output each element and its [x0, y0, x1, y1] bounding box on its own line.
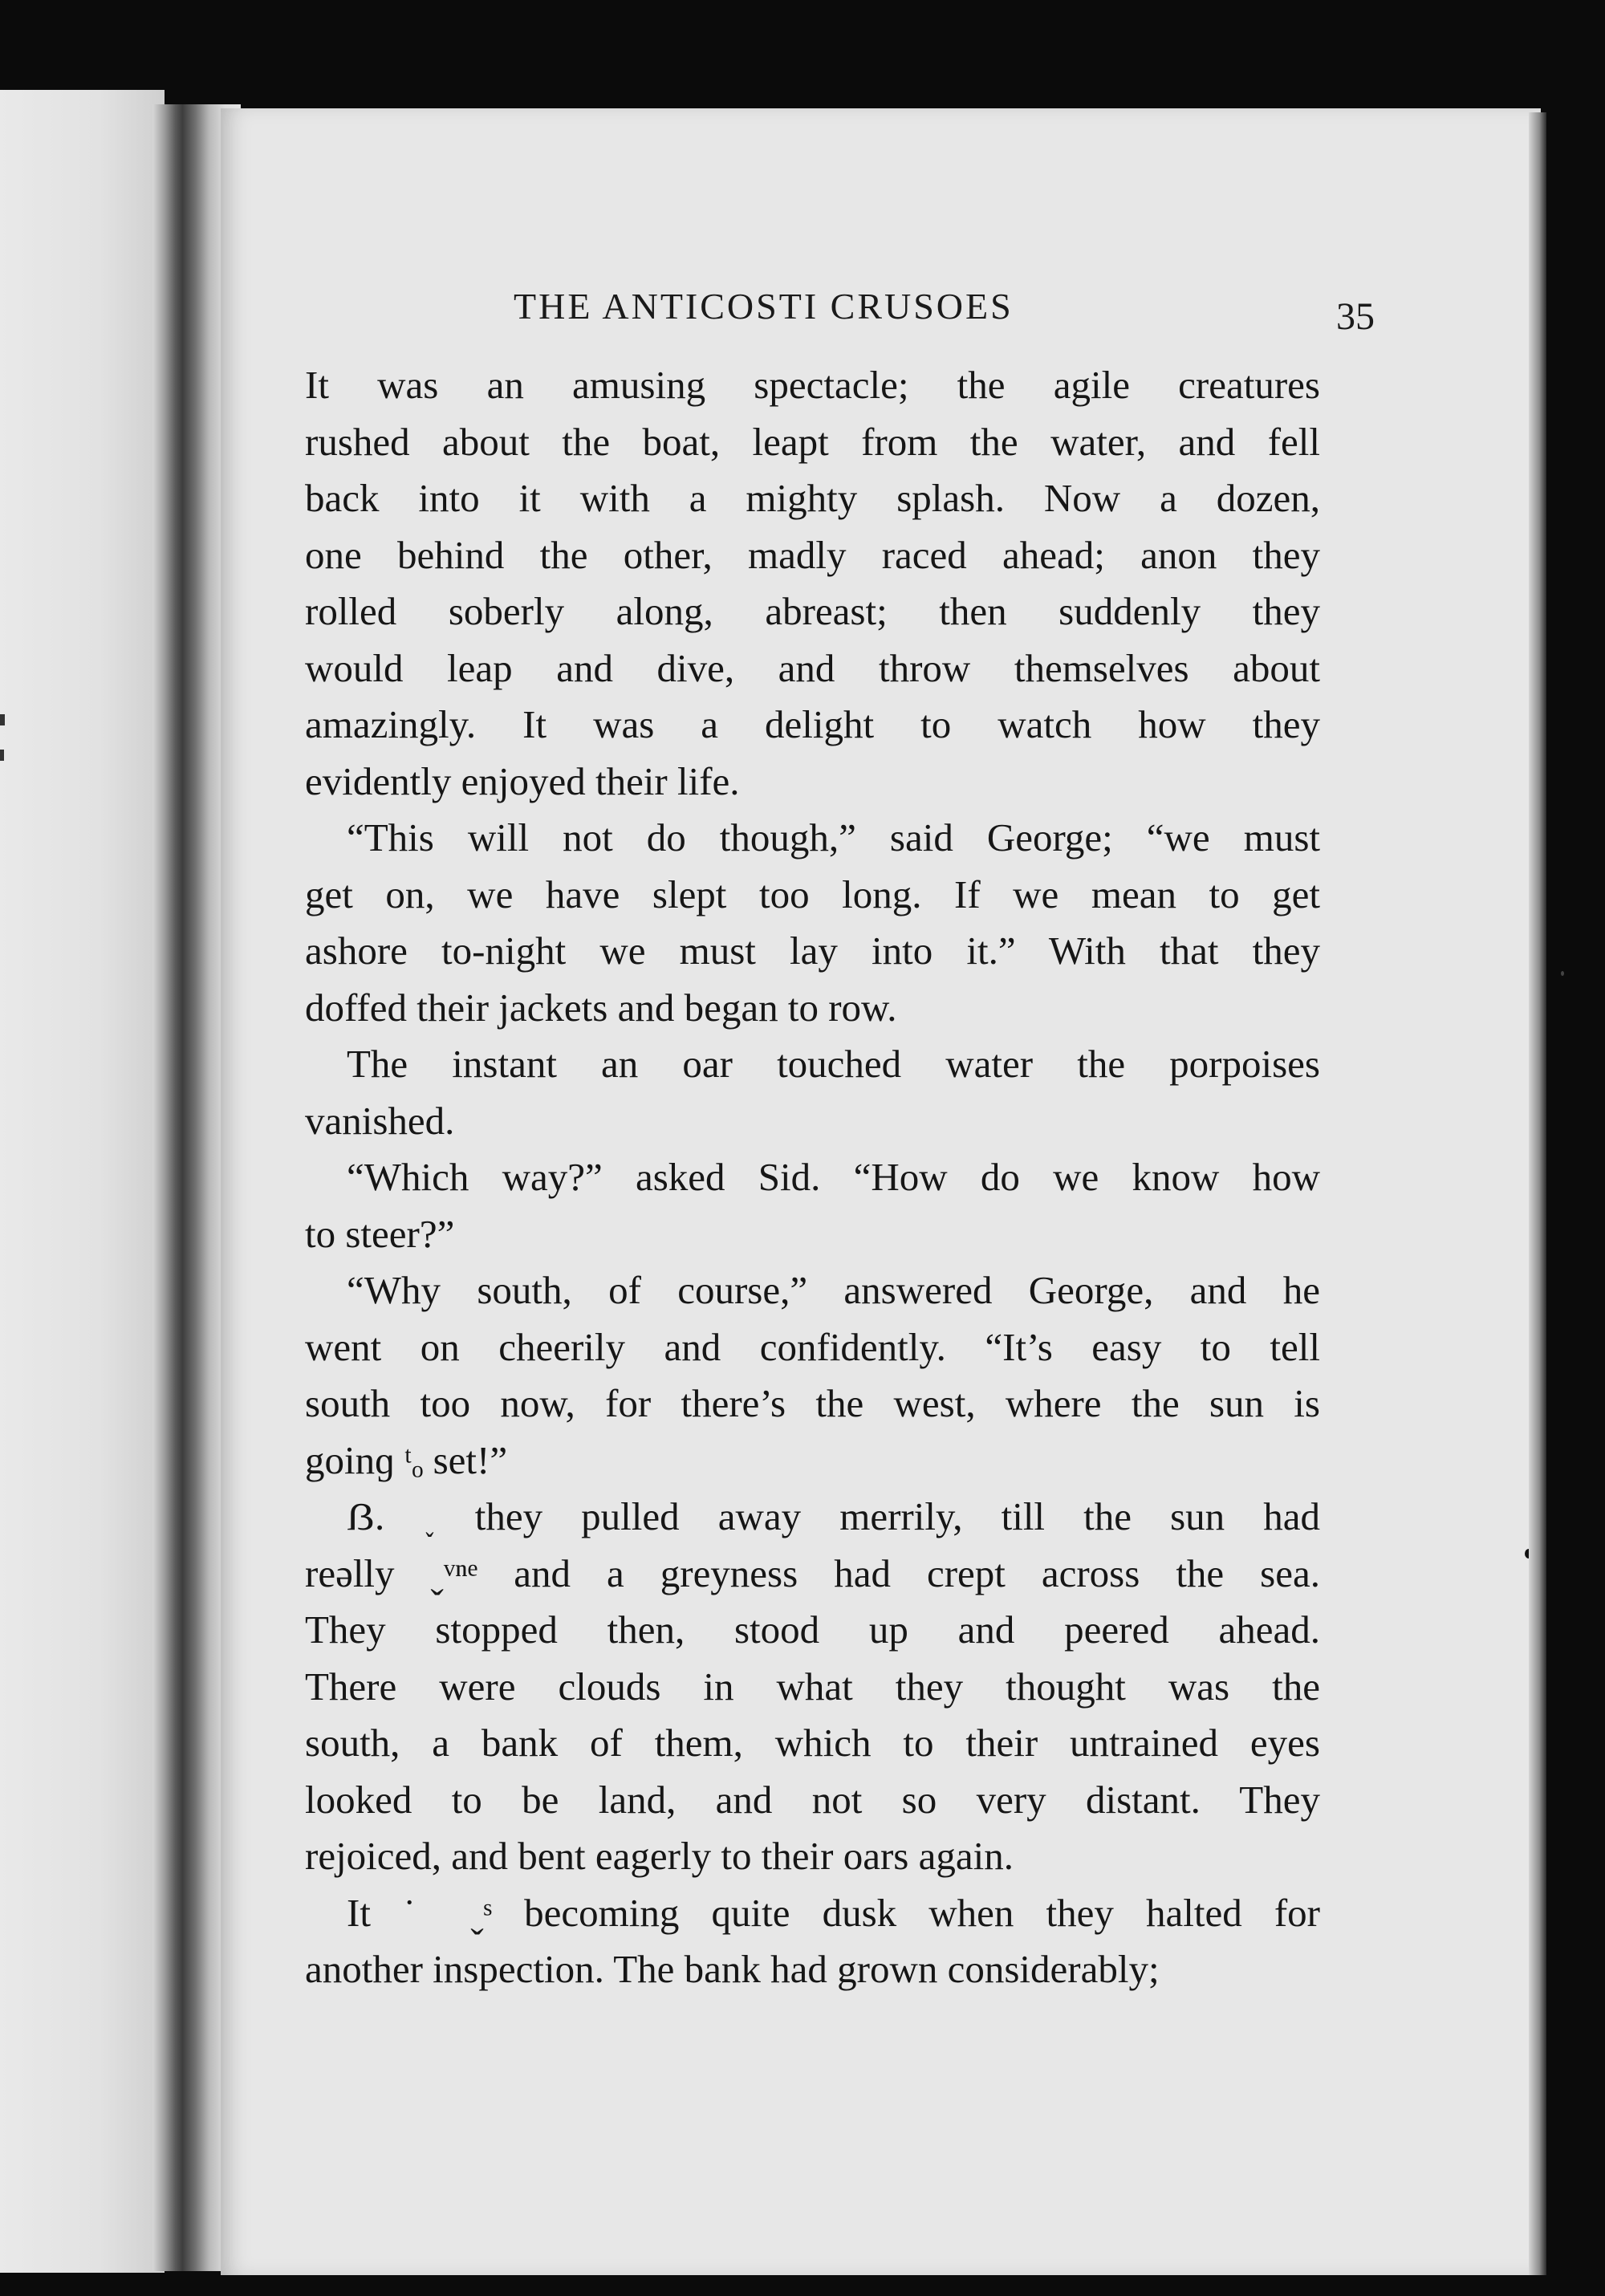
body-text [305, 357, 1320, 1998]
text-line: amazingly. It was a delight to watch how they [305, 702, 1320, 746]
facing-page-marks [0, 90, 165, 2273]
text-line: vanished. [305, 1098, 455, 1143]
page-number: 35 [1336, 295, 1375, 338]
text-line: doffed their jackets and began to row. [305, 985, 897, 1030]
text-line: “Why south, of course,” answered George, and he [347, 1268, 1320, 1312]
facing-page-edge [0, 90, 165, 2273]
text-line: There were clouds in what they thought was the [305, 1664, 1320, 1709]
paragraph [305, 1489, 1320, 1885]
text-line: another inspection. The bank had grown considerably; [305, 1947, 1160, 1991]
book-page [221, 108, 1541, 2275]
paragraph [305, 1149, 1320, 1262]
paragraph [305, 1036, 1320, 1149]
text-line: rejoiced, and bent eagerly to their oars again. [305, 1834, 1014, 1878]
text-line: looked to be land, and not so very distant. They [305, 1777, 1320, 1822]
text-line: They stopped then, stood up and peered ahead. [305, 1607, 1320, 1652]
text-line: reəlly ˬᵛⁿᵉ and a greyness had crept across the sea. [305, 1550, 1320, 1595]
paragraph [305, 810, 1320, 1036]
text-line: ẞ. ˯ they pulled away merrily, till the sun had [347, 1494, 1320, 1538]
paragraph [305, 1885, 1320, 1998]
text-line: rushed about the boat, leapt from the water, and fell [305, 419, 1320, 464]
text-line: south too now, for there’s the west, where the sun is [305, 1381, 1320, 1425]
text-line: back into it with a mighty splash. Now a dozen, [305, 476, 1320, 520]
page-right-edge [1529, 112, 1546, 2275]
paragraph [305, 1262, 1320, 1489]
text-line: went on cheerily and confidently. “It’s easy to tell [305, 1324, 1320, 1369]
paragraph [305, 357, 1320, 810]
text-line: rolled soberly along, abreast; then suddenly they [305, 589, 1320, 633]
text-line: to steer?” [305, 1211, 455, 1256]
page-text-block [261, 285, 1509, 1998]
text-line: one behind the other, madly raced ahead; anon they [305, 532, 1320, 577]
text-line: “This will not do though,” said George; “we must [347, 815, 1320, 859]
text-line: “Which way?” asked Sid. “How do we know how [347, 1155, 1320, 1199]
text-line: The instant an oar touched water the porpoises [347, 1042, 1320, 1086]
text-line: would leap and dive, and throw themselves about [305, 645, 1320, 690]
text-line: evidently enjoyed their life. [305, 758, 740, 803]
text-line: ashore to-night we must lay into it.” With that they [305, 929, 1320, 973]
running-head [301, 285, 1509, 357]
text-line: goinɡ ᵗₒ set!” [305, 1437, 508, 1482]
text-line: south, a bank of them, which to their untrained eyes [305, 1721, 1320, 1765]
ink-speck [1561, 971, 1564, 976]
text-line: It ˙ ˬˢ becoming quite dusk when they halted for [347, 1890, 1320, 1935]
text-line: It was an amusing spectacle; the agile creatures [305, 363, 1320, 407]
running-head-title: THE ANTICOSTI CRUSOES [514, 286, 1014, 327]
text-line: get on, we have slept too long. If we mean to get [305, 872, 1320, 916]
